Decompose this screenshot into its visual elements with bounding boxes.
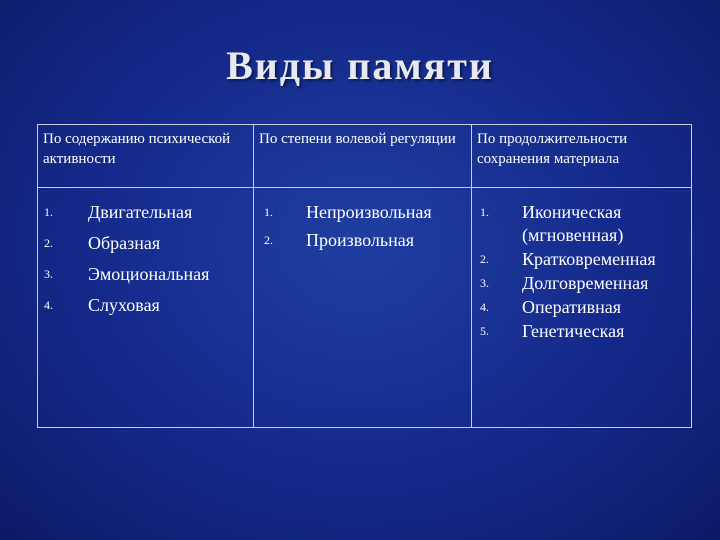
item-number: 3. — [44, 267, 53, 281]
header-cell-volition — [254, 125, 472, 188]
item-label: Иконическая (мгновенная) — [522, 202, 624, 245]
item-number: 1. — [480, 205, 489, 219]
header-cell-duration — [472, 125, 692, 188]
list-cell-duration — [472, 188, 692, 428]
list-item — [264, 201, 471, 224]
item-number: 3. — [480, 276, 489, 290]
item-number: 2. — [480, 252, 489, 266]
item-number: 4. — [44, 298, 53, 312]
item-label: Слуховая — [88, 295, 160, 315]
list-cell-content — [38, 188, 254, 428]
item-number: 2. — [264, 233, 273, 247]
slide-title: Виды памяти — [226, 43, 494, 88]
list-item — [480, 296, 691, 319]
numbered-list — [472, 188, 691, 343]
item-label: Долговременная — [522, 273, 649, 293]
item-label: Непроизвольная — [306, 202, 432, 222]
content-row — [38, 188, 692, 428]
list-item — [44, 263, 253, 286]
item-number: 1. — [264, 205, 273, 219]
item-label: Оперативная — [522, 297, 622, 317]
column-header: По степени волевой регуляции — [259, 131, 456, 147]
header-cell-content — [38, 125, 254, 188]
column-header: По продолжительности сохранения материала — [477, 131, 628, 167]
numbered-list — [254, 188, 471, 252]
numbered-list — [38, 188, 253, 317]
item-number: 4. — [480, 300, 489, 314]
item-number: 2. — [44, 236, 53, 250]
memory-types-table — [37, 124, 692, 428]
list-item — [480, 272, 691, 295]
list-item — [264, 229, 471, 252]
list-item — [44, 294, 253, 317]
list-item — [480, 320, 691, 343]
list-item — [480, 201, 691, 247]
item-label: Произвольная — [306, 230, 414, 250]
item-label: Генетическая — [522, 321, 625, 341]
column-header: По содержанию психической активности — [43, 131, 231, 167]
list-cell-volition — [254, 188, 472, 428]
item-number: 1. — [44, 205, 53, 219]
header-row — [38, 125, 692, 188]
item-label: Кратковременная — [522, 249, 656, 269]
item-label: Двигательная — [88, 202, 193, 222]
item-label: Образная — [88, 233, 161, 253]
list-item — [480, 248, 691, 271]
list-item — [44, 201, 253, 224]
item-label: Эмоциональная — [88, 264, 210, 284]
item-number: 5. — [480, 324, 489, 338]
list-item — [44, 232, 253, 255]
